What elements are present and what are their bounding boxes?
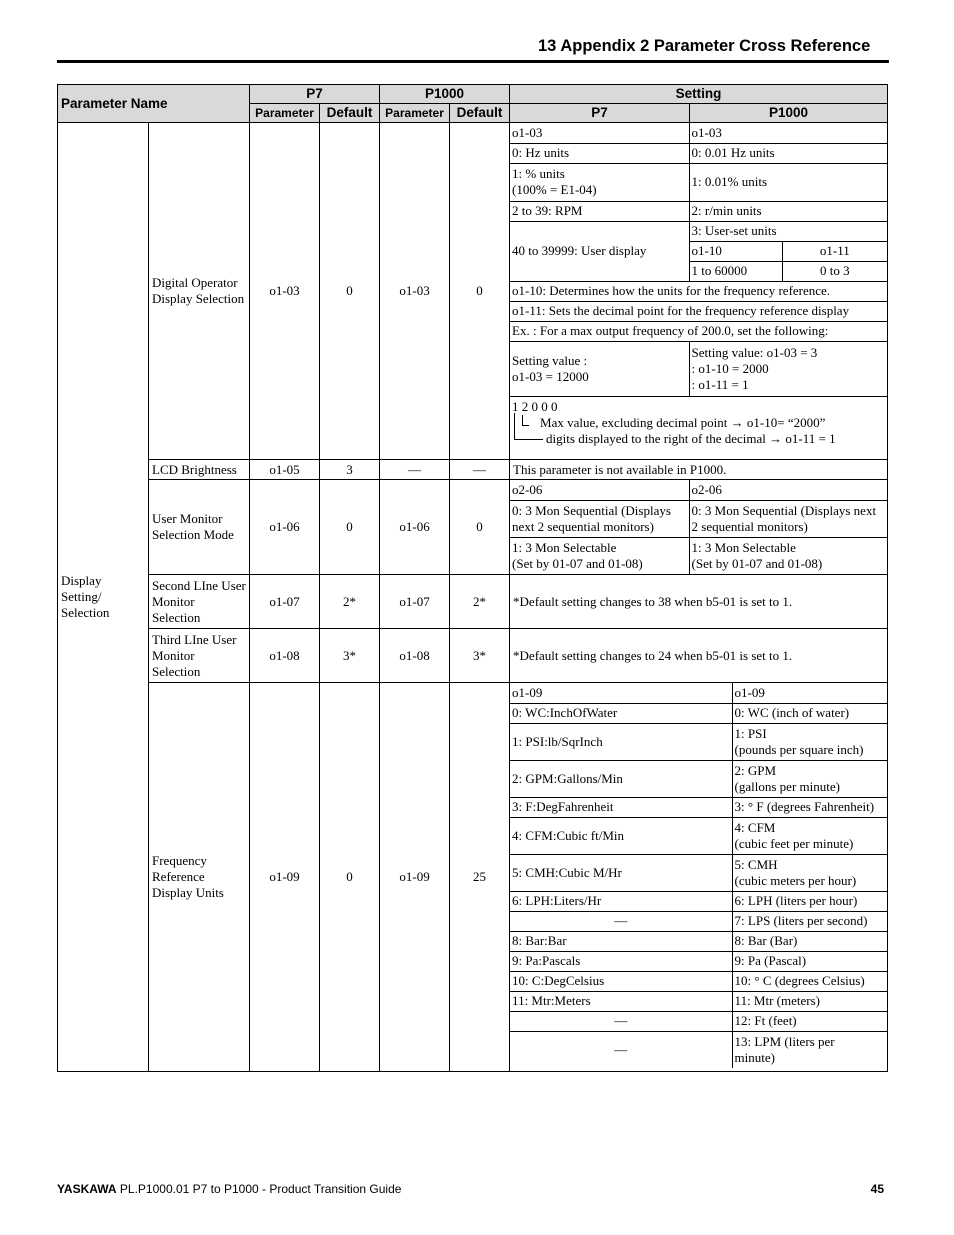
unit-p1000-line: 12: Ft (feet) [734,1013,797,1028]
unit-p1000 [732,951,887,971]
unit-p7: 4: CFM:Cubic ft/Min [510,817,732,854]
unit-p7: 11: Mtr:Meters [510,991,732,1011]
setting-p7: o2-06 [510,480,689,500]
unit-p1000 [732,854,887,891]
unit-row [510,817,887,854]
p1000-default-cell: 25 [450,683,510,1072]
p1000-default-cell: 2* [450,575,510,629]
unit-p7: 5: CMH:Cubic M/Hr [510,854,732,891]
unit-p7: — [510,1031,732,1068]
setting-example-p1000 [689,341,887,396]
setting-subtable [510,480,887,574]
setting-line: (100% = E1-04) [512,182,597,197]
setting-header-p7: P7 [510,104,690,122]
setting-o1-10: o1-10 [689,241,782,261]
setting-note: o1-10: Determines how the units for the frequency reference. [510,281,887,301]
setting-cell [510,480,888,575]
p1000-default-cell: 3* [450,629,510,683]
unit-p1000 [732,1011,887,1031]
param-name-cell: Third LIne User Monitor Selection [149,629,250,683]
setting-p7: 0: 3 Mon Sequential (Displays next 2 sequential monitors) [510,500,689,537]
unit-p1000 [732,891,887,911]
setting-line: 1: % units [512,166,565,181]
setting-p7: 40 to 39999: User display [510,221,689,281]
unit-row [510,797,887,817]
p7-param-cell: o1-07 [250,575,320,629]
setting-digit-explanation [510,396,887,450]
setting-p7: 2 to 39: RPM [510,201,689,221]
param-name-cell: LCD Brightness [149,460,250,480]
setting-example-p7 [510,341,689,396]
footer-brand: YASKAWA [57,1182,117,1196]
bracket-line [514,413,543,440]
col-header-setting-sub [510,104,888,123]
setting-p1000: 0: 0.01 Hz units [689,143,887,163]
unit-p1000 [732,971,887,991]
col-header-p7: P7 [250,85,380,104]
unit-p1000-line: 5: CMH [734,856,778,872]
setting-p7: o1-09 [510,683,732,703]
setting-line: Setting value : [512,352,588,368]
digits-line-2 [512,431,885,447]
p1000-param-cell: o1-08 [380,629,450,683]
p7-param-cell: o1-08 [250,629,320,683]
unit-p1000-line: (cubic feet per minute) [734,835,854,851]
p7-default-cell: 0 [320,123,380,460]
col-header-p7-parameter: Parameter [250,104,320,123]
unit-p1000-line: 3: ° F (degrees Fahrenheit) [734,799,875,814]
p7-param-cell: o1-06 [250,480,320,575]
param-name-cell: Second LIne User Monitor Selection [149,575,250,629]
digits-text: 1 2 0 0 0 [512,399,558,415]
p7-param-cell: o1-09 [250,683,320,1072]
col-header-p1000-default: Default [450,104,510,123]
unit-p1000-line: (cubic meters per hour) [734,872,857,888]
unit-p1000-line: 6: LPH (liters per hour) [734,893,858,908]
unit-row [510,931,887,951]
p1000-param-cell: — [380,460,450,480]
unit-p1000-line: 13: LPM (liters per [734,1033,835,1049]
setting-p7: 0: Hz units [510,143,689,163]
setting-header-p1000: P1000 [690,104,888,122]
p1000-default-cell: 0 [450,480,510,575]
p1000-param-cell: o1-03 [380,123,450,460]
unit-p1000-line: 0: WC (inch of water) [734,705,850,720]
setting-p7 [510,163,689,201]
unit-p1000-line: 4: CFM [734,819,776,835]
unit-p7: 0: WC:InchOfWater [510,703,732,723]
unit-p1000 [732,1031,887,1068]
setting-line: 1: 3 Mon Selectable [691,539,796,555]
unit-p1000 [732,817,887,854]
unit-p1000-line: 9: Pa (Pascal) [734,953,807,968]
p7-param-cell: o1-03 [250,123,320,460]
group-name-cell: Display Setting/ Selection [58,123,149,1072]
setting-cell: *Default setting changes to 38 when b5-01 is set to 1. [510,575,888,629]
setting-line: Setting value: o1-03 = 3 [691,344,818,360]
setting-p1000: 0: 3 Mon Sequential (Displays next 2 sequential monitors) [689,500,887,537]
unit-p7: 2: GPM:Gallons/Min [510,760,732,797]
table-row [58,683,888,1072]
setting-note: Ex. : For a max output frequency of 200.0, set the following: [510,321,887,341]
setting-line: o1-03 = 12000 [512,368,589,384]
unit-p1000 [732,797,887,817]
col-header-p7-default: Default [320,104,380,123]
unit-row [510,760,887,797]
unit-row [510,971,887,991]
setting-p1000: 2: r/min units [689,201,887,221]
digits-line-2-text: digits displayed to the right of the decimal → o1-11 = 1 [546,431,836,447]
unit-p1000-line: 2: GPM [734,762,777,778]
unit-p7: 10: C:DegCelsius [510,971,732,991]
col-header-parameter-name: Parameter Name [58,85,250,123]
digits-line-1 [512,415,885,431]
unit-p7: 8: Bar:Bar [510,931,732,951]
page-number: 45 [870,1182,884,1196]
p7-default-cell: 3 [320,460,380,480]
unit-p1000-line: 7: LPS (liters per second) [734,913,868,928]
p1000-param-cell: o1-06 [380,480,450,575]
unit-p1000-line: 10: ° C (degrees Celsius) [734,973,865,988]
digits-line-1-text: Max value, excluding decimal point → o1-10= “2000” [540,415,826,431]
p7-default-cell: 3* [320,629,380,683]
setting-p1000 [689,537,887,574]
setting-p1000: 3: User-set units [689,221,887,241]
table-row [58,629,888,683]
unit-row [510,1031,887,1068]
unit-row [510,891,887,911]
unit-p1000 [732,931,887,951]
setting-line: : o1-10 = 2000 [691,360,769,376]
setting-p7: o1-03 [510,123,689,143]
unit-p1000-line: 11: Mtr (meters) [734,993,820,1008]
setting-p1000: 1: 0.01% units [689,163,887,201]
setting-o1-11: o1-11 [782,241,887,261]
unit-p1000-line: 1: PSI [734,725,767,741]
footer-doc-title [57,1182,401,1196]
param-name-cell: Frequency Reference Display Units [149,683,250,1072]
unit-row [510,703,887,723]
p1000-param-cell: o1-07 [380,575,450,629]
unit-p1000-line: (gallons per minute) [734,778,840,794]
setting-cell [510,683,888,1072]
param-name-cell: User Monitor Selection Mode [149,480,250,575]
unit-p1000-line: minute) [734,1049,775,1065]
unit-p7: 1: PSI:lb/SqrInch [510,723,732,760]
table-row [58,123,888,460]
param-name-cell: Digital Operator Display Selection [149,123,250,460]
setting-p1000: o1-09 [732,683,887,703]
unit-p1000 [732,760,887,797]
table-row [58,575,888,629]
col-header-p1000: P1000 [380,85,510,104]
setting-o1-10-range: 1 to 60000 [689,261,782,281]
unit-p7: — [510,911,732,931]
p1000-param-cell: o1-09 [380,683,450,1072]
unit-row [510,723,887,760]
p7-default-cell: 2* [320,575,380,629]
p7-default-cell: 0 [320,683,380,1072]
header-rule [57,60,889,63]
unit-row [510,1011,887,1031]
col-header-setting: Setting [510,85,888,104]
setting-cell: *Default setting changes to 24 when b5-01 is set to 1. [510,629,888,683]
setting-line: (Set by 01-07 and 01-08) [691,555,823,571]
setting-cell [510,123,888,460]
unit-row [510,854,887,891]
col-header-p1000-parameter: Parameter [380,104,450,123]
setting-note: o1-11: Sets the decimal point for the frequency reference display [510,301,887,321]
p7-param-cell: o1-05 [250,460,320,480]
setting-p7 [510,537,689,574]
unit-p7: 9: Pa:Pascals [510,951,732,971]
p1000-default-cell: 0 [450,123,510,460]
unit-p7: 3: F:DegFahrenheit [510,797,732,817]
setting-cell: This parameter is not available in P1000. [510,460,888,480]
table-row [58,460,888,480]
unit-p1000 [732,911,887,931]
unit-p1000 [732,723,887,760]
setting-line: 1: 3 Mon Selectable [512,539,617,555]
unit-p7: 6: LPH:Liters/Hr [510,891,732,911]
setting-line: (Set by 01-07 and 01-08) [512,555,643,571]
setting-p1000: o2-06 [689,480,887,500]
p1000-default-cell: — [450,460,510,480]
unit-p1000-line: (pounds per square inch) [734,741,864,757]
p7-default-cell: 0 [320,480,380,575]
unit-p1000-line: 8: Bar (Bar) [734,933,798,948]
footer-doc: PL.P1000.01 P7 to P1000 - Product Transition Guide [116,1182,402,1196]
page-header-title: 13 Appendix 2 Parameter Cross Reference [538,37,871,55]
setting-subtable [510,123,887,450]
setting-subtable [510,683,887,1068]
parameter-cross-reference-table [57,84,888,1072]
unit-row [510,951,887,971]
setting-o1-11-range: 0 to 3 [782,261,887,281]
unit-row [510,911,887,931]
setting-line: : o1-11 = 1 [691,376,749,392]
table-row [58,480,888,575]
unit-p1000 [732,703,887,723]
unit-row [510,991,887,1011]
setting-p1000: o1-03 [689,123,887,143]
unit-p1000 [732,991,887,1011]
unit-p7: — [510,1011,732,1031]
